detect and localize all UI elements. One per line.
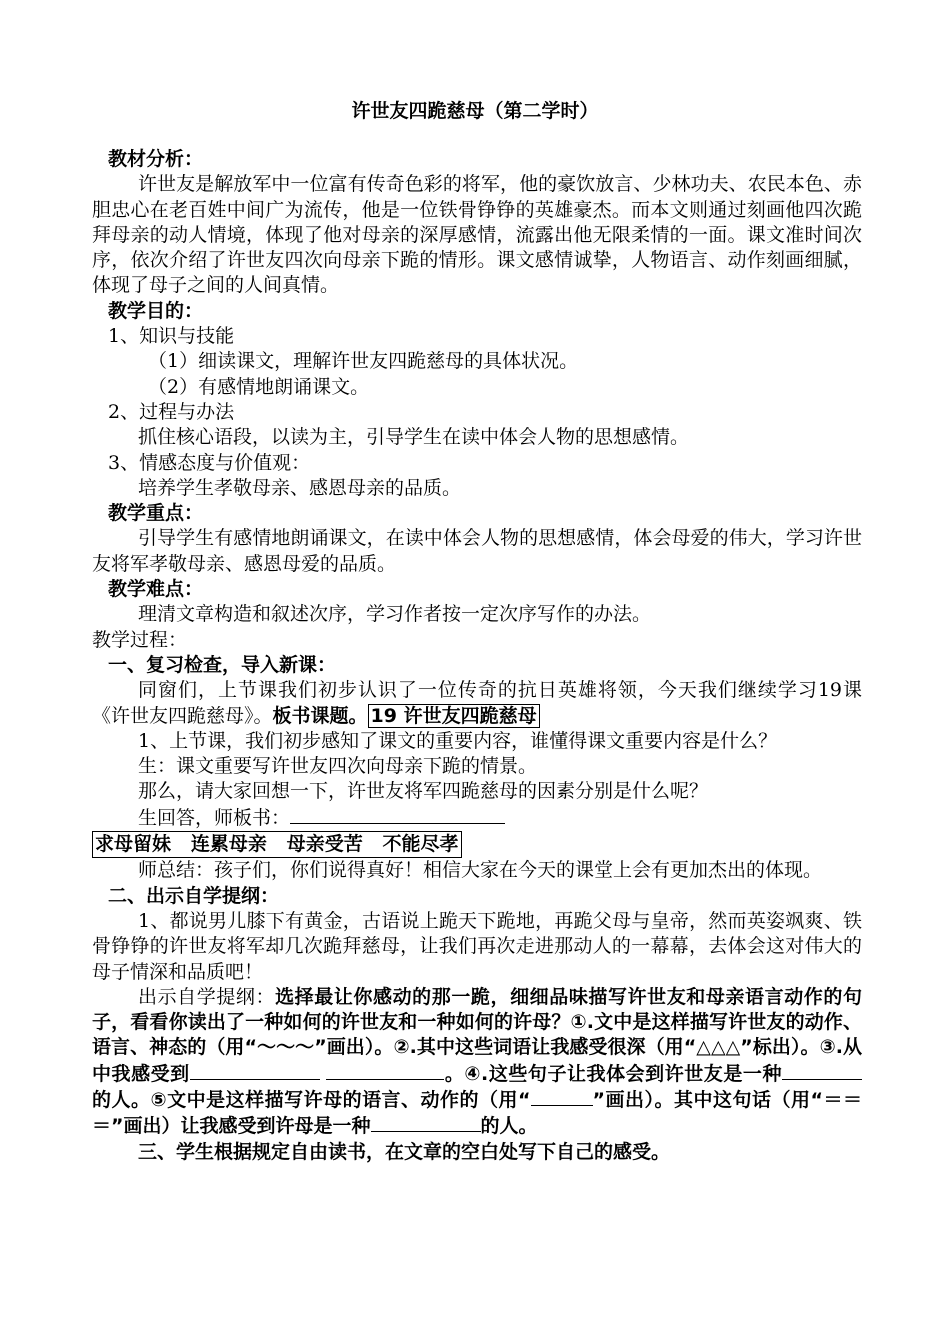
step-1-answer-1: 生：课文重要写许世友四次向母亲下跪的情景。 [138, 755, 538, 778]
goal-item-2-text: 抓住核心语段，以读为主，引导学生在读中体会人物的思想感情。 [138, 426, 690, 449]
goal-item-3-text: 培养学生孝敬母亲、感恩母亲的品质。 [138, 476, 462, 499]
step-2-heading: 二、出示自学提纲： [108, 884, 280, 907]
section-heading-goals: 教学目的： [108, 299, 204, 322]
difficulties-text: 理清文章构造和叙述次序，学习作者按一定次序写作的办法。 [138, 603, 652, 626]
outline-lead: 出示自学提纲： [138, 985, 276, 1008]
underline-blank [290, 805, 505, 824]
blank-4 [531, 1087, 593, 1106]
key-points-paragraph: 引导学生有感情地朗诵课文，在读中体会人物的思想感情，体会母爱的伟大，学习许世友将军孝敬母亲、感恩母爱的品质。 [92, 527, 862, 575]
step-1-heading: 一、复习检查，导入新课： [108, 653, 337, 676]
document-body [92, 147, 862, 1165]
section-heading-key-points: 教学重点： [108, 502, 204, 525]
step-1-summary: 师总结：孩子们，你们说得真好！相信大家在今天的课堂上会有更加杰出的体现。 [138, 859, 823, 882]
blank-2 [326, 1061, 444, 1080]
step-1-answer-2 [92, 805, 862, 831]
goal-item-2: 2、过程与办法 [108, 400, 235, 423]
outline-text-c: 的人。⑤文中是这样描写许母的语言、动作的（用“ [92, 1088, 531, 1111]
blank-3 [782, 1061, 862, 1080]
goal-item-1b: （2）有感情地朗诵课文。 [148, 375, 370, 398]
step-1-intro [92, 678, 862, 729]
board-keywords-line [92, 831, 862, 858]
section-heading-analysis: 教材分析： [108, 148, 204, 170]
step-1-answer-2-text: 生回答，师板书： [138, 806, 291, 829]
board-title-box: 19 许世友四跪慈母 [368, 704, 540, 728]
step-2-paragraph-2 [92, 985, 862, 1140]
outline-text-d: ”画出）。其中这句话（用“＝＝＝”画出）让我感受到许母是一种 [92, 1088, 862, 1138]
outline-text-a: 选择最让你感动的那一跪，细细品味描写许世友和母亲语言动作的句子，看看你读出了一种如何的许世友和一种如何的许母？①.文中是这样描写许世友的动作、语言、神态的（用“～～～”画出）。②.其中这些词语让我感受很深（用“△△△”标出）。③.从中我感受到 [92, 985, 862, 1085]
section-heading-difficulties: 教学难点： [108, 578, 204, 601]
step-1-intro-text: 同窗们，上节课我们初步认识了一位传奇的抗日英雄将领，今天我们继续学习19课《许世友四跪慈母》。 [92, 679, 862, 727]
outline-text-b: 。④.这些句子让我体会到许世友是一种 [444, 1062, 782, 1085]
step-2-paragraph-1: 1、都说男儿膝下有黄金，古语说上跪天下跪地，再跪父母与皇帝，然而英姿飒爽、铁骨铮铮的许世友将军却几次跪拜慈母，让我们再次走进那动人的一幕幕，去体会这对伟大的母子情深和品质吧！ [92, 909, 862, 983]
board-label: 板书课题。 [272, 704, 368, 727]
blank-5 [371, 1113, 481, 1132]
process-heading: 教学过程： [92, 628, 188, 651]
goal-item-1: 1、知识与技能 [108, 325, 235, 348]
page-title: 许世友四跪慈母（第二学时） [351, 100, 599, 122]
step-1-question-1: 1、上节课，我们初步感知了课文的重要内容，谁懂得课文重要内容是什么？ [138, 729, 778, 752]
blank-1 [190, 1061, 320, 1080]
goal-item-1a: （1）细读课文，理解许世友四跪慈母的具体状况。 [148, 350, 579, 373]
step-3-heading: 三、学生根据规定自由读书，在文章的空白处写下自己的感受。 [138, 1140, 671, 1163]
board-keywords-box: 求母留妹 连累母亲 母亲受苦 不能尽孝 [92, 831, 462, 858]
goal-item-3: 3、情感态度与价值观： [108, 451, 311, 474]
step-1-question-2: 那么，请大家回想一下，许世友将军四跪慈母的因素分别是什么呢？ [138, 780, 709, 803]
outline-text-e: 的人。 [480, 1115, 538, 1138]
analysis-paragraph: 许世友是解放军中一位富有传奇色彩的将军，他的豪饮放言、少林功夫、农民本色、赤胆忠心在老百姓中间广为流传，他是一位铁骨铮铮的英雄豪杰。而本文则通过刻画他四次跪拜母亲的动人情境，体现了他对母亲的深厚感情，流露出他无限柔情的一面。课文准时间次序，依次介绍了许世友四次向母亲下跪的情形。课文感情诚挚，人物语言、动作刻画细腻，体现了母子之间的人间真情。 [92, 173, 862, 297]
